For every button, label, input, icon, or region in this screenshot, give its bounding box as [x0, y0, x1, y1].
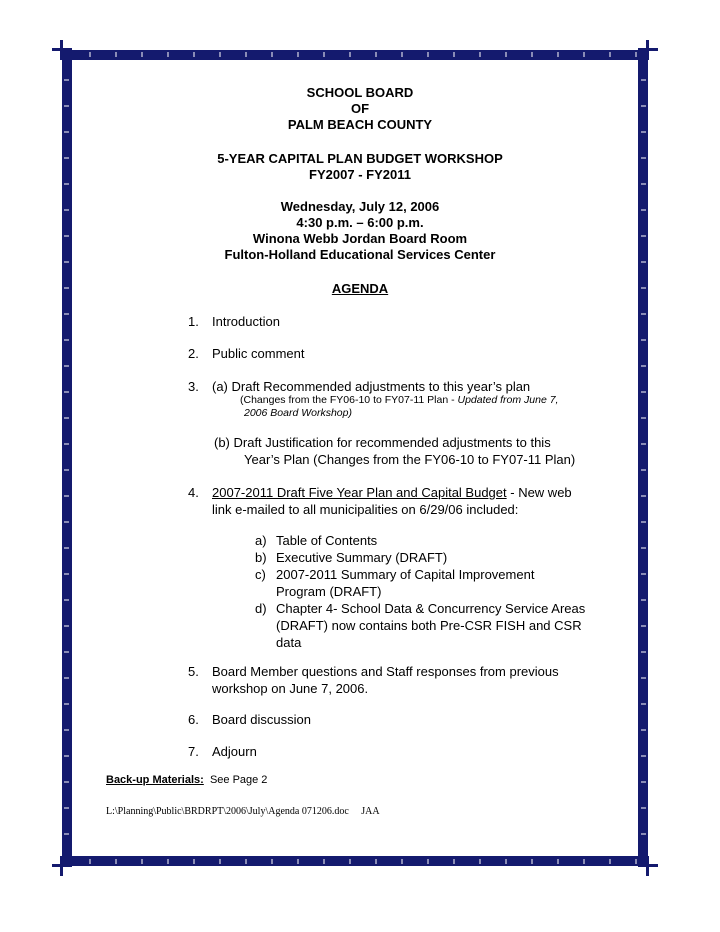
backup-materials [106, 774, 267, 786]
item-number: 3. [188, 379, 199, 394]
corner-ornament-bottom-right [638, 856, 658, 876]
item-3a-note-continued: 2006 Board Workshop) [244, 407, 352, 419]
meeting-room: Winona Webb Jordan Board Room [252, 231, 468, 246]
meeting-center: Fulton-Holland Educational Services Center [224, 247, 496, 262]
meeting-details-block [0, 199, 720, 263]
sub-item-c-continued: Program (DRAFT) [276, 584, 382, 599]
item-number: 2. [188, 346, 199, 361]
item-3b-line-1: (b) Draft Justification for recommended adjustments to this [214, 435, 551, 450]
item-number: 1. [188, 314, 199, 329]
author-initials: JAA [361, 806, 380, 817]
workshop-title-block [0, 151, 720, 183]
item-text: Board discussion [212, 712, 311, 727]
corner-ornament-top-left [52, 40, 72, 60]
item-4-line-2: link e-mailed to all municipalities on 6/29/06 included: [212, 502, 519, 517]
item-4-line-1 [212, 484, 572, 501]
sub-letter: c) [255, 567, 266, 582]
corner-ornament-bottom-left [52, 856, 72, 876]
sub-letter: d) [255, 601, 267, 616]
header-county: PALM BEACH COUNTY [287, 117, 433, 132]
header-org: SCHOOL BOARD [306, 85, 414, 100]
item-text: Introduction [212, 314, 280, 329]
backup-label: Back-up Materials: [106, 774, 204, 786]
item-4-text: - New web [506, 485, 572, 500]
sub-item-d-continued-2: data [276, 635, 302, 650]
item-text: Adjourn [212, 744, 257, 759]
sub-text: Table of Contents [276, 533, 378, 548]
five-year-plan-link[interactable]: 2007-2011 Draft Five Year Plan and Capital Budget [212, 485, 507, 500]
sub-text: Chapter 4- School Data & Concurrency Service Areas [276, 601, 586, 616]
item-3a-note-italic: Updated from June 7, [457, 394, 559, 406]
item-text: Board Member questions and Staff responses from previous [212, 664, 559, 679]
sub-text: 2007-2011 Summary of Capital Improvement [276, 567, 535, 582]
header-block [0, 85, 720, 133]
item-5-line-2: workshop on June 7, 2006. [212, 681, 369, 696]
footer-file-path [106, 806, 380, 817]
file-path: L:\Planning\Public\BRDRPT\2006\July\Agenda 071206.doc [106, 806, 349, 817]
meeting-time: 4:30 p.m. – 6:00 p.m. [296, 215, 424, 230]
item-3a-text: (a) Draft Recommended adjustments to this year’s plan [212, 379, 531, 394]
sub-item-d-continued-1: (DRAFT) now contains both Pre-CSR FISH and CSR [276, 618, 582, 633]
item-number: 7. [188, 744, 199, 759]
item-3a-note-text: (Changes from the FY06-10 to FY07-11 Plan - [240, 394, 458, 406]
sub-text: Executive Summary (DRAFT) [276, 550, 448, 565]
agenda-heading: AGENDA [331, 281, 389, 296]
workshop-title: 5-YEAR CAPITAL PLAN BUDGET WORKSHOP [217, 151, 503, 166]
fiscal-years: FY2007 - FY2011 [309, 167, 411, 182]
item-number: 6. [188, 712, 199, 727]
item-text: Public comment [212, 346, 305, 361]
item-number: 5. [188, 664, 199, 679]
corner-ornament-top-right [638, 40, 658, 60]
item-number: 4. [188, 485, 199, 500]
backup-value: See Page 2 [209, 774, 268, 786]
meeting-date: Wednesday, July 12, 2006 [280, 199, 440, 214]
sub-letter: b) [255, 550, 267, 565]
header-of: OF [350, 101, 370, 116]
sub-letter: a) [255, 533, 267, 548]
item-3b-line-2: Year’s Plan (Changes from the FY06-10 to FY07-11 Plan) [244, 452, 576, 467]
